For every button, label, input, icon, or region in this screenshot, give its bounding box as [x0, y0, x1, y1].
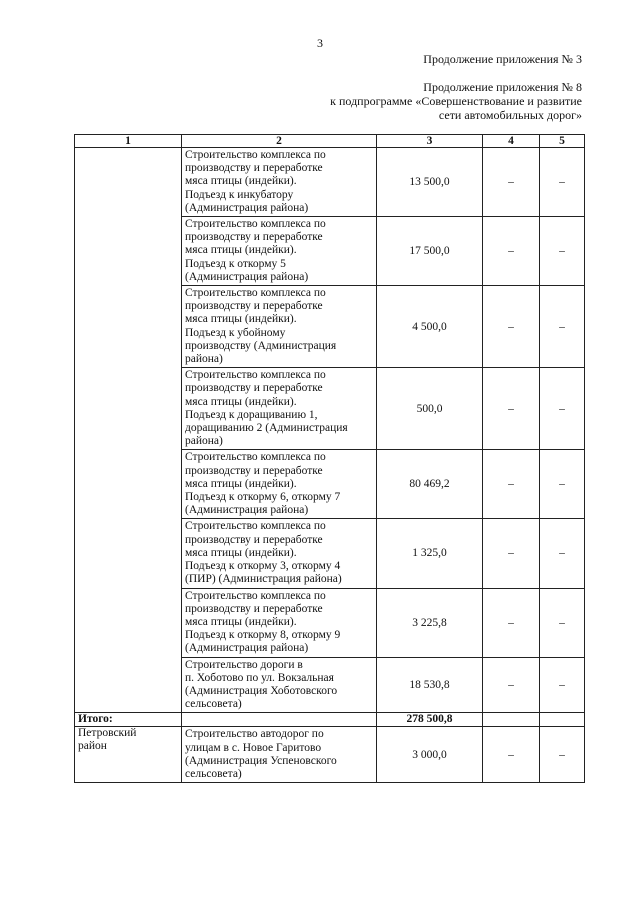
district-name-line: Петровский [78, 727, 137, 740]
description-line: Подъезд к инкубатору [185, 188, 294, 201]
total-col5-cell [540, 713, 585, 727]
description-line: (Администрация района) [185, 504, 309, 517]
description-line: мяса птицы (индейки). [185, 615, 297, 628]
description-line: Строительство автодорог по [185, 728, 324, 741]
description-line: п. Хоботово по ул. Вокзальная [185, 671, 334, 684]
object-description [182, 519, 377, 588]
description-line: Строительство дороги в [185, 658, 303, 671]
col5-cell: – [540, 519, 585, 588]
object-description [182, 286, 377, 368]
description-line: района) [185, 435, 223, 448]
description-line: производству и переработке [185, 533, 323, 546]
column-header: 2 [182, 135, 377, 148]
description-line: производству и переработке [185, 382, 323, 395]
district-name-line: район [78, 740, 107, 753]
description-line: Строительство комплекса по [185, 149, 326, 161]
description-line: Подъезд к откорму 5 [185, 257, 286, 270]
description-line: сельсовета) [185, 698, 242, 711]
object-description [182, 217, 377, 286]
description-line: мяса птицы (индейки). [185, 477, 297, 490]
col4-cell: – [483, 588, 540, 657]
description-line: производству и переработке [185, 231, 323, 244]
description-line: (Администрация Успеновского [185, 754, 337, 767]
amount-cell: 13 500,0 [377, 148, 483, 217]
description-line: мяса птицы (индейки). [185, 546, 297, 559]
description-line: мяса птицы (индейки). [185, 175, 297, 188]
description-line: Подъезд к откорму 8, откорму 9 [185, 629, 341, 642]
description-line: (Администрация района) [185, 201, 309, 214]
header-line-2: Продолжение приложения № 8 [423, 80, 582, 94]
col5-cell: – [540, 286, 585, 368]
col4-cell: – [483, 148, 540, 217]
description-line: Подъезд к откорму 3, откорму 4 [185, 560, 341, 573]
amount-cell: 3 000,0 [377, 727, 483, 783]
description-line: (Администрация района) [185, 642, 309, 655]
description-line: мяса птицы (индейки). [185, 395, 297, 408]
col4-cell: – [483, 286, 540, 368]
col5-cell: – [540, 450, 585, 519]
description-line: Строительство комплекса по [185, 520, 326, 533]
table-row [75, 148, 585, 217]
header-line-1: Продолжение приложения № 3 [423, 52, 582, 66]
description-line: Строительство комплекса по [185, 451, 326, 464]
description-line: Строительство комплекса по [185, 369, 326, 382]
amount-cell: 17 500,0 [377, 217, 483, 286]
description-line: (Администрация района) [185, 270, 309, 283]
description-line: производству и переработке [185, 162, 323, 175]
description-line: района) [185, 353, 223, 366]
description-line: мяса птицы (индейки). [185, 313, 297, 326]
column-header: 4 [483, 135, 540, 148]
description-line: улицам в с. Новое Гаритово [185, 741, 322, 754]
description-line: Строительство комплекса по [185, 589, 326, 602]
col5-cell: – [540, 148, 585, 217]
description-line: сельсовета) [185, 767, 242, 780]
header-line-4: сети автомобильных дорог» [438, 108, 582, 122]
table-row [75, 727, 585, 783]
col5-cell: – [540, 727, 585, 783]
object-description [182, 148, 377, 217]
description-line: (ПИР) (Администрация района) [185, 573, 342, 586]
description-line: (Администрация Хоботовского [185, 684, 338, 697]
column-header: 5 [540, 135, 585, 148]
amount-cell: 80 469,2 [377, 450, 483, 519]
col4-cell: – [483, 368, 540, 450]
column-header: 1 [75, 135, 182, 148]
object-description [182, 450, 377, 519]
description-line: производству и переработке [185, 300, 323, 313]
description-line: Подъезд к доращиванию 1, [185, 408, 318, 421]
col5-cell: – [540, 368, 585, 450]
description-line: производству (Администрация [185, 339, 337, 352]
column-header: 3 [377, 135, 483, 148]
header-line-3: к подпрограмме «Совершенствование и развитие [330, 94, 582, 108]
col4-cell: – [483, 217, 540, 286]
total-amount: 278 500,8 [377, 713, 483, 727]
col4-cell: – [483, 727, 540, 783]
description-line: производству и переработке [185, 602, 323, 615]
column-number-row [75, 135, 585, 148]
object-description [182, 588, 377, 657]
object-description [182, 657, 377, 713]
total-row [75, 713, 585, 727]
description-line: производству и переработке [185, 464, 323, 477]
page-number: 3 [317, 36, 323, 50]
col4-cell: – [483, 657, 540, 713]
financing-table [74, 134, 585, 783]
amount-cell: 4 500,0 [377, 286, 483, 368]
description-line: Подъезд к откорму 6, откорму 7 [185, 491, 341, 504]
amount-cell: 1 325,0 [377, 519, 483, 588]
object-description [182, 727, 377, 783]
description-line: Строительство комплекса по [185, 218, 326, 231]
total-col4-cell [483, 713, 540, 727]
col5-cell: – [540, 217, 585, 286]
col5-cell: – [540, 657, 585, 713]
object-description [182, 368, 377, 450]
description-line: доращиванию 2 (Администрация [185, 422, 348, 435]
appendix-continuation-header [423, 52, 582, 66]
col4-cell: – [483, 450, 540, 519]
description-line: Подъезд к убойному [185, 326, 286, 339]
total-label: Итого: [75, 713, 182, 727]
subprogram-header [330, 80, 582, 122]
amount-cell: 18 530,8 [377, 657, 483, 713]
empty-district-cell [75, 148, 182, 713]
district-name [75, 727, 182, 783]
amount-cell: 3 225,8 [377, 588, 483, 657]
col4-cell: – [483, 519, 540, 588]
total-empty-cell [182, 713, 377, 727]
description-line: мяса птицы (индейки). [185, 244, 297, 257]
description-line: Строительство комплекса по [185, 287, 326, 300]
amount-cell: 500,0 [377, 368, 483, 450]
col5-cell: – [540, 588, 585, 657]
